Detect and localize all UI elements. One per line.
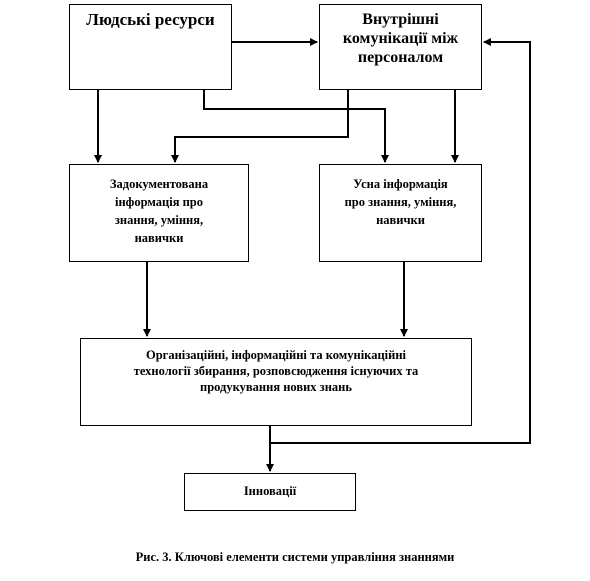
innovations-label: Інновації xyxy=(243,484,297,498)
technologies-label: Організаційні, інформаційні та комунікаційні технології збирання, розповсюдження існуючих та продукування нових знань xyxy=(133,348,419,394)
documented-info-box xyxy=(69,164,249,262)
technologies-box xyxy=(80,338,472,426)
human-resources-label: Людські ресурси xyxy=(86,10,215,29)
documented-info-label: Задокументована інформація про знання, уміння, навички xyxy=(109,177,209,245)
oral-info-box xyxy=(319,164,482,262)
human-resources-box xyxy=(69,4,232,90)
internal-communications-box xyxy=(319,4,482,90)
oral-info-label: Усна інформація про знання, уміння, навички xyxy=(344,177,457,227)
arrow-hr-to-oral xyxy=(204,90,385,162)
arrow-communications-to-documented xyxy=(175,90,348,162)
innovations-box xyxy=(184,473,356,511)
figure-caption: Рис. 3. Ключові елементи системи управління знаннями xyxy=(135,550,455,564)
internal-communications-label: Внутрішні комунікації між персоналом xyxy=(342,11,459,66)
